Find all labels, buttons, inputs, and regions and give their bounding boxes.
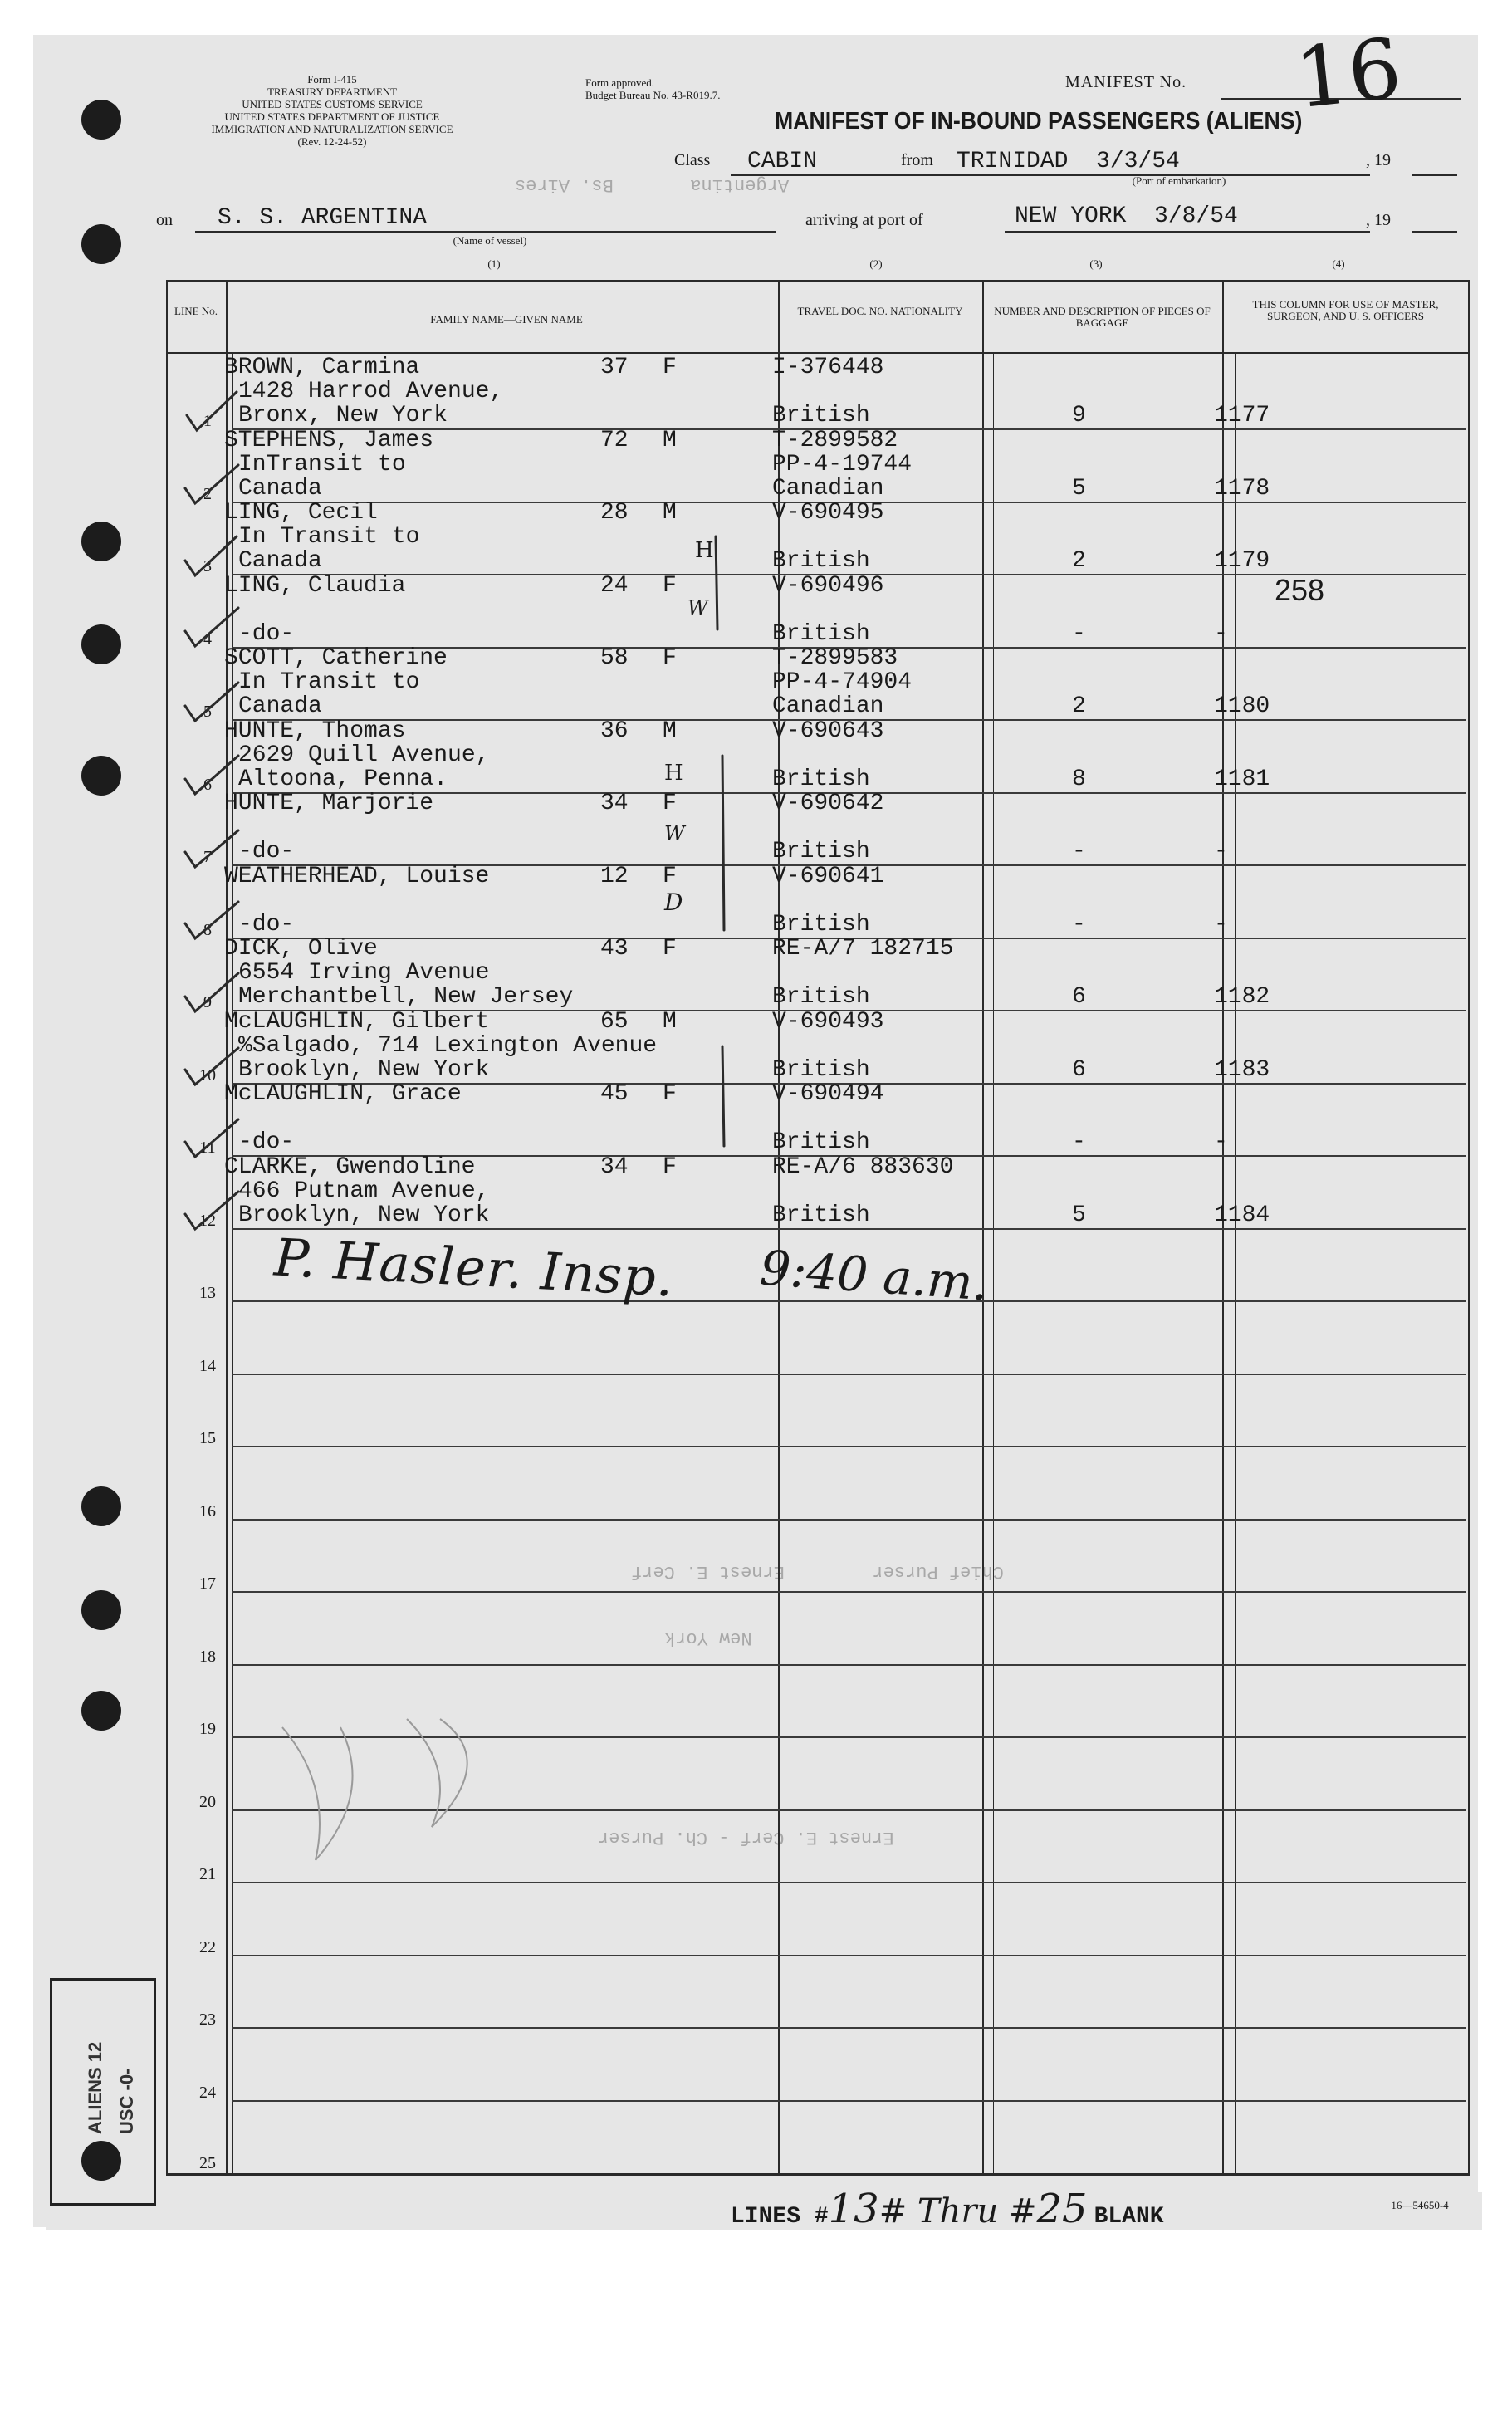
passenger-age: 34 xyxy=(600,1153,629,1180)
line-number: 9 xyxy=(203,993,212,1011)
nationality: British xyxy=(772,548,870,574)
check-mark xyxy=(185,683,238,721)
line-number: 16 xyxy=(199,1502,216,1521)
handwritten-d: D xyxy=(664,889,683,916)
nationality: British xyxy=(772,839,870,864)
travel-doc-number: V-690494 xyxy=(772,1081,884,1107)
passenger-address-2: Altoona, Penna. xyxy=(238,766,448,792)
baggage-tag: - xyxy=(1214,1129,1228,1155)
punch-hole xyxy=(81,1590,121,1630)
line-number: 14 xyxy=(199,1357,216,1375)
arrival-port-value: NEW YORK 3/8/54 xyxy=(1015,203,1238,229)
header-line-no: LINE No. xyxy=(174,305,218,317)
lines-label: LINES # xyxy=(731,2204,829,2230)
alien-count-stamp xyxy=(50,1978,156,2206)
baggage-count: 8 xyxy=(1072,766,1086,792)
header-baggage: NUMBER AND DESCRIPTION OF PIECES OF BAGGAGE xyxy=(994,305,1211,329)
treasury-dept: TREASURY DEPARTMENT xyxy=(267,86,398,98)
passenger-name: McLAUGHLIN, Gilbert xyxy=(224,1008,490,1035)
row-divider xyxy=(232,2100,1466,2102)
passenger-sex: M xyxy=(663,427,677,453)
line-number: 24 xyxy=(199,2084,216,2102)
form-approval xyxy=(585,76,768,101)
travel-doc-divider-inner xyxy=(993,352,994,2173)
passenger-name: HUNTE, Thomas xyxy=(224,717,406,744)
lines-from: 13 xyxy=(828,2186,879,2232)
passenger-sex: F xyxy=(663,936,677,962)
line-number: 20 xyxy=(199,1793,216,1811)
passenger-address-2: -do- xyxy=(238,620,295,647)
passenger-address-1: 466 Putnam Avenue, xyxy=(238,1178,490,1204)
passenger-age: 12 xyxy=(600,863,629,889)
year-2-line xyxy=(1412,231,1457,233)
baggage-tag: 1181 xyxy=(1214,766,1270,792)
embarkation-value: TRINIDAD 3/3/54 xyxy=(957,149,1180,174)
punch-hole xyxy=(81,1691,121,1731)
punch-hole xyxy=(81,624,121,664)
table-bottom-border xyxy=(166,2173,1470,2176)
passenger-age: 43 xyxy=(600,936,629,962)
check-mark xyxy=(185,465,238,503)
baggage-divider-inner xyxy=(1235,352,1236,2173)
baggage-tag: - xyxy=(1214,911,1228,938)
passenger-sex: F xyxy=(663,863,677,889)
baggage-tag: - xyxy=(1214,839,1228,864)
form-footer-code: 16—54650-4 xyxy=(1391,2199,1449,2211)
header-officers: THIS COLUMN FOR USE OF MASTER, SURGEON, AND U. S. OFFICERS xyxy=(1252,298,1439,322)
row-divider xyxy=(232,1519,1466,1521)
passenger-name: BROWN, Carmina xyxy=(224,355,420,380)
check-mark xyxy=(185,830,238,867)
line-number: 22 xyxy=(199,1938,216,1956)
baggage-tag: 1178 xyxy=(1214,475,1270,502)
passenger-age: 65 xyxy=(600,1008,629,1035)
passenger-age: 37 xyxy=(600,355,629,380)
handwritten-h: H xyxy=(695,538,714,563)
manifest-label: MANIFEST No. xyxy=(1065,73,1187,91)
travel-doc-number: T-2899583 xyxy=(772,645,898,671)
line-number: 12 xyxy=(199,1212,216,1230)
row-divider xyxy=(232,1446,1466,1447)
row-divider xyxy=(232,1955,1466,1956)
pencil-scribble xyxy=(266,1694,531,1910)
check-mark xyxy=(185,536,237,575)
travel-doc-number: V-690643 xyxy=(772,717,884,744)
bleed-through-text: New York xyxy=(664,1628,752,1648)
passenger-age: 36 xyxy=(600,717,629,744)
row-divider xyxy=(232,1591,1466,1593)
header-name: FAMILY NAME—GIVEN NAME xyxy=(430,313,583,326)
passenger-address-1: In Transit to xyxy=(238,524,420,550)
passenger-address-1: %Salgado, 714 Lexington Avenue xyxy=(238,1032,658,1059)
column-number: (1) xyxy=(487,257,501,270)
stamp-aliens-count: ALIENS 12 xyxy=(85,2041,105,2134)
arriving-label: arriving at port of xyxy=(805,211,923,229)
baggage-count: 2 xyxy=(1072,693,1086,719)
travel-doc-number: V-690495 xyxy=(772,500,884,526)
nationality: British xyxy=(772,1202,870,1228)
baggage-tag: 1180 xyxy=(1214,693,1270,719)
passenger-address-2: Merchantbell, New Jersey xyxy=(238,984,574,1010)
check-mark xyxy=(185,902,238,938)
baggage-count: 5 xyxy=(1072,475,1086,502)
line-number: 18 xyxy=(199,1648,216,1666)
travel-doc-number: RE-A/6 883630 xyxy=(772,1153,954,1180)
passenger-age: 34 xyxy=(600,791,629,816)
travel-doc-number: V-690641 xyxy=(772,863,884,889)
punch-hole xyxy=(81,522,121,561)
bleed-through-text: Chief Purser Ernest E. Cerf xyxy=(631,1561,1004,1582)
from-label: from xyxy=(901,151,933,169)
stamp-usc-count: USC -0- xyxy=(116,2068,137,2134)
header-travel-doc: TRAVEL DOC. NO. NATIONALITY xyxy=(797,305,963,317)
revision-date: (Rev. 12-24-52) xyxy=(297,135,367,148)
travel-doc-number: V-690642 xyxy=(772,791,884,816)
footer-lines-blank xyxy=(731,2186,1164,2232)
arrival-line xyxy=(1005,231,1370,233)
passenger-age: 24 xyxy=(600,572,629,599)
baggage-count: 2 xyxy=(1072,548,1086,574)
nationality: Canadian xyxy=(772,475,884,502)
baggage-count: - xyxy=(1072,1129,1086,1155)
passenger-name: McLAUGHLIN, Grace xyxy=(224,1081,462,1107)
column-number: (2) xyxy=(869,257,883,270)
travel-doc-number: RE-A/7 182715 xyxy=(772,936,954,962)
passenger-address-2: -do- xyxy=(238,839,295,864)
baggage-tag: 1184 xyxy=(1214,1202,1270,1228)
bleed-through-text: Ernest E. Cerf - Ch. Purser xyxy=(598,1827,894,1848)
vessel-line xyxy=(195,231,776,233)
family-bracket-marks xyxy=(681,531,747,1179)
column-number: (4) xyxy=(1332,257,1345,270)
passenger-address-1: 6554 Irving Avenue xyxy=(238,960,490,986)
check-mark xyxy=(185,973,238,1011)
passenger-name: LING, Claudia xyxy=(224,572,406,599)
line-number: 5 xyxy=(203,703,212,721)
baggage-count: 5 xyxy=(1072,1202,1086,1228)
blank-label: BLANK xyxy=(1094,2204,1164,2230)
form-approved: Form approved. xyxy=(585,76,655,89)
line-number: 23 xyxy=(199,2010,216,2029)
baggage-count: 9 xyxy=(1072,403,1086,428)
form-number: Form I-415 xyxy=(307,73,357,86)
line-number: 25 xyxy=(199,2154,216,2172)
column-number: (3) xyxy=(1089,257,1103,270)
passenger-age: 72 xyxy=(600,427,629,453)
passenger-address-2: Bronx, New York xyxy=(238,403,448,428)
passenger-address-1: 1428 Harrod Avenue, xyxy=(238,379,504,404)
nationality: Canadian xyxy=(772,693,884,719)
passenger-address-1: InTransit to xyxy=(238,451,406,477)
nationality: British xyxy=(772,403,870,428)
line-number: 21 xyxy=(199,1865,216,1883)
row-divider xyxy=(232,1228,1466,1230)
line-number: 2 xyxy=(203,485,212,503)
baggage-tag: 1182 xyxy=(1214,984,1270,1010)
line-number: 6 xyxy=(203,776,212,794)
passenger-name: WEATHERHEAD, Louise xyxy=(224,863,490,889)
check-mark xyxy=(185,1192,238,1229)
row-divider xyxy=(232,1374,1466,1375)
baggage-tag: 1183 xyxy=(1214,1056,1270,1083)
ins-service: IMMIGRATION AND NATURALIZATION SERVICE xyxy=(211,123,453,135)
passenger-sex: M xyxy=(663,717,677,744)
baggage-count: - xyxy=(1072,620,1086,647)
passenger-name: DICK, Olive xyxy=(224,936,378,962)
manifest-title: MANIFEST OF IN-BOUND PASSENGERS (ALIENS) xyxy=(775,108,1303,135)
passenger-sex: F xyxy=(663,1153,677,1180)
side-number: 258 xyxy=(1275,573,1325,607)
check-mark xyxy=(187,392,237,430)
lines-to: 25 xyxy=(1036,2186,1088,2232)
check-mark xyxy=(185,608,238,646)
baggage-count: 6 xyxy=(1072,984,1086,1010)
class-label: Class xyxy=(674,151,711,169)
passenger-name: HUNTE, Marjorie xyxy=(224,791,434,816)
baggage-count: - xyxy=(1072,911,1086,938)
nationality: British xyxy=(772,766,870,792)
travel-doc-number: T-2899582 xyxy=(772,427,898,453)
travel-doc-divider xyxy=(982,280,984,2173)
passenger-address-1: In Transit to xyxy=(238,669,420,695)
passenger-age: 58 xyxy=(600,645,629,671)
class-line xyxy=(731,174,1370,176)
check-mark xyxy=(185,1119,238,1157)
line-number: 15 xyxy=(199,1429,216,1447)
passenger-sex: F xyxy=(663,572,677,599)
baggage-tag: 1179 xyxy=(1214,548,1270,574)
line-number: 17 xyxy=(199,1574,216,1593)
handwritten-h: H xyxy=(664,761,683,786)
nationality: British xyxy=(772,984,870,1010)
passenger-address-1: 2629 Quill Avenue, xyxy=(238,742,490,768)
nationality: British xyxy=(772,1129,870,1155)
passenger-name: LING, Cecil xyxy=(224,500,378,526)
passenger-address-2: -do- xyxy=(238,911,295,938)
line-number: 11 xyxy=(199,1139,216,1157)
passenger-age: 28 xyxy=(600,500,629,526)
inspection-time: 9:40 a.m. xyxy=(757,1239,991,1312)
year-2: , 19 xyxy=(1366,211,1391,229)
passenger-sex: F xyxy=(663,791,677,816)
table-right-border xyxy=(1468,280,1470,2173)
passenger-address-2: Brooklyn, New York xyxy=(238,1202,490,1228)
passenger-name: SCOTT, Catherine xyxy=(224,645,448,671)
year-1: , 19 xyxy=(1366,151,1391,169)
bleed-through-text: Argentina Bs. Aires xyxy=(515,174,790,195)
row-divider xyxy=(232,2027,1466,2029)
passenger-address-2: Canada xyxy=(238,475,322,502)
passenger-sex: M xyxy=(663,500,677,526)
travel-doc-number-2: PP-4-19744 xyxy=(772,451,913,477)
table-header-border xyxy=(166,352,1470,354)
line-number: 10 xyxy=(199,1066,216,1085)
line-number: 13 xyxy=(199,1284,216,1302)
vessel-caption: (Name of vessel) xyxy=(453,234,527,247)
embarkation-caption: (Port of embarkation) xyxy=(1132,174,1226,187)
passenger-name: STEPHENS, James xyxy=(224,427,434,453)
handwritten-w: W xyxy=(687,596,708,619)
check-mark xyxy=(185,756,238,794)
punch-hole xyxy=(81,224,121,264)
form-header-left xyxy=(141,73,523,148)
nationality: British xyxy=(772,620,870,647)
line-number: 1 xyxy=(203,412,212,430)
baggage-tag: 1177 xyxy=(1214,403,1270,428)
lines-thru: # Thru # xyxy=(878,2192,1037,2231)
passenger-age: 45 xyxy=(600,1081,629,1107)
passenger-name: CLARKE, Gwendoline xyxy=(224,1153,476,1180)
table-left-border xyxy=(166,280,168,2173)
class-value: CABIN xyxy=(747,149,818,174)
line-number: 4 xyxy=(203,630,212,649)
punch-hole xyxy=(81,756,121,796)
justice-dept: UNITED STATES DEPARTMENT OF JUSTICE xyxy=(224,110,440,123)
punch-hole xyxy=(81,100,121,140)
passenger-address-2: Canada xyxy=(238,548,322,574)
inspector-signature: P. Hasler. Insp. xyxy=(272,1227,676,1309)
nationality: British xyxy=(772,1056,870,1083)
line-number: 7 xyxy=(203,848,212,866)
travel-doc-number-2: PP-4-74904 xyxy=(772,669,913,695)
line-number: 3 xyxy=(203,557,212,575)
baggage-count: 6 xyxy=(1072,1056,1086,1083)
budget-bureau: Budget Bureau No. 43-R019.7. xyxy=(585,89,721,101)
passenger-address-2: Brooklyn, New York xyxy=(238,1056,490,1083)
passenger-sex: F xyxy=(663,645,677,671)
baggage-tag: - xyxy=(1214,620,1228,647)
passenger-sex: M xyxy=(663,1008,677,1035)
checkmarks xyxy=(170,349,262,1246)
line-number: 19 xyxy=(199,1720,216,1738)
year-1-line xyxy=(1412,174,1457,176)
check-mark xyxy=(185,1048,238,1085)
travel-doc-number: V-690493 xyxy=(772,1008,884,1035)
customs-service: UNITED STATES CUSTOMS SERVICE xyxy=(242,98,423,110)
punch-hole xyxy=(81,1486,121,1526)
line-number: 8 xyxy=(203,921,212,939)
passenger-address-2: -do- xyxy=(238,1129,295,1155)
vessel-name: S. S. ARGENTINA xyxy=(218,205,428,231)
passenger-sex: F xyxy=(663,1081,677,1107)
row-divider xyxy=(232,1664,1466,1666)
on-label: on xyxy=(156,211,173,229)
baggage-count: - xyxy=(1072,839,1086,864)
handwritten-w: W xyxy=(664,822,685,845)
travel-doc-number: V-690496 xyxy=(772,572,884,599)
manifest-number: 16 xyxy=(1290,19,1407,128)
passenger-address-2: Canada xyxy=(238,693,322,719)
nationality: British xyxy=(772,911,870,938)
passenger-sex: F xyxy=(663,355,677,380)
travel-doc-number: I-376448 xyxy=(772,355,884,380)
table-top-border xyxy=(166,280,1470,282)
